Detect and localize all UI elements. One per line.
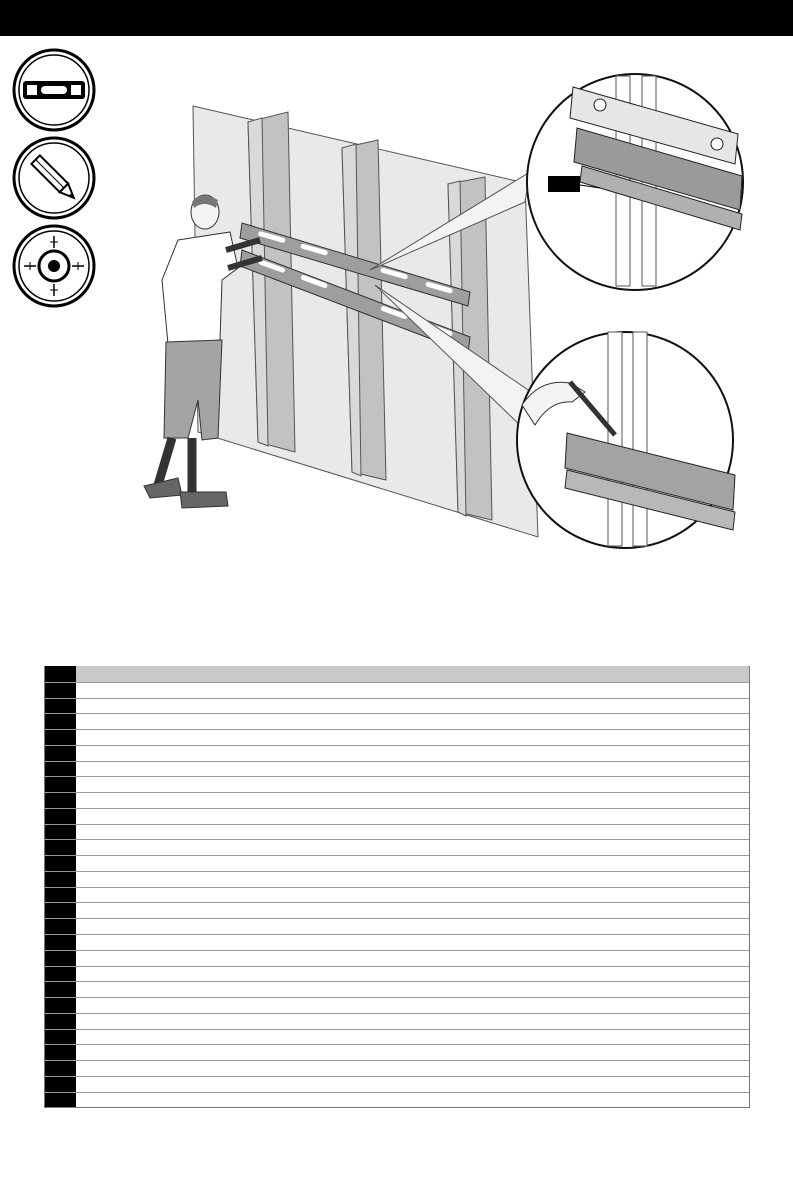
table-row	[45, 1060, 749, 1076]
language-code-cell	[45, 840, 76, 855]
language-code-cell	[45, 1093, 76, 1108]
instruction-text-cell	[76, 714, 749, 729]
instruction-text-cell	[76, 935, 749, 950]
instruction-text-cell	[76, 666, 749, 682]
instruction-text-cell	[76, 1061, 749, 1076]
instruction-text-cell	[76, 762, 749, 777]
instruction-text-cell	[76, 1045, 749, 1060]
table-row	[45, 761, 749, 777]
table-row	[45, 776, 749, 792]
table-row	[45, 966, 749, 982]
instruction-text-cell	[76, 840, 749, 855]
target-crosshair-icon	[12, 224, 96, 308]
instruction-text-cell	[76, 730, 749, 745]
language-code-cell	[45, 746, 76, 761]
language-code-cell	[45, 982, 76, 997]
language-code-cell	[45, 903, 76, 918]
table-row	[45, 1029, 749, 1045]
language-code-cell	[45, 951, 76, 966]
instruction-text-cell	[76, 951, 749, 966]
table-row	[45, 1076, 749, 1092]
language-code-cell	[45, 1030, 76, 1045]
table-row	[45, 981, 749, 997]
instruction-text-cell	[76, 699, 749, 714]
table-row	[45, 871, 749, 887]
instruction-text-cell	[76, 982, 749, 997]
language-code-cell	[45, 762, 76, 777]
instruction-text-cell	[76, 1014, 749, 1029]
instruction-text-cell	[76, 1077, 749, 1092]
table-row	[45, 934, 749, 950]
table-row	[45, 745, 749, 761]
spirit-level-icon	[12, 48, 96, 132]
language-code-cell	[45, 777, 76, 792]
table-row	[45, 698, 749, 714]
table-row	[45, 997, 749, 1013]
language-code-cell	[45, 872, 76, 887]
language-code-cell	[45, 1014, 76, 1029]
instruction-text-cell	[76, 809, 749, 824]
instruction-text-cell	[76, 998, 749, 1013]
instruction-text-cell	[76, 1093, 749, 1108]
wall-mount-installation-illustration	[130, 40, 770, 560]
instruction-text-cell	[76, 683, 749, 698]
table-row	[45, 808, 749, 824]
table-row	[45, 1013, 749, 1029]
table-header-row	[45, 666, 749, 682]
instruction-text-cell	[76, 825, 749, 840]
table-row	[45, 1044, 749, 1060]
language-code-cell	[45, 714, 76, 729]
language-code-cell	[45, 666, 76, 682]
table-row	[45, 918, 749, 934]
language-code-cell	[45, 793, 76, 808]
table-row	[45, 839, 749, 855]
instruction-text-cell	[76, 746, 749, 761]
instruction-text-cell	[76, 793, 749, 808]
table-row	[45, 713, 749, 729]
language-code-cell	[45, 1045, 76, 1060]
language-code-cell	[45, 967, 76, 982]
table-row	[45, 824, 749, 840]
language-code-cell	[45, 825, 76, 840]
table-row	[45, 1092, 749, 1108]
detail-view-pencil-mark	[517, 332, 735, 548]
pencil-icon	[12, 136, 96, 220]
top-header-bar	[0, 0, 793, 36]
instruction-text-cell	[76, 777, 749, 792]
multilingual-instruction-table	[44, 666, 750, 1108]
instruction-text-cell	[76, 903, 749, 918]
table-row	[45, 902, 749, 918]
instruction-text-cell	[76, 872, 749, 887]
language-code-cell	[45, 856, 76, 871]
instruction-text-cell	[76, 1030, 749, 1045]
table-row	[45, 792, 749, 808]
table-row	[45, 682, 749, 698]
language-code-cell	[45, 1077, 76, 1092]
instruction-text-cell	[76, 856, 749, 871]
language-code-cell	[45, 683, 76, 698]
language-code-cell	[45, 919, 76, 934]
table-row	[45, 887, 749, 903]
language-code-cell	[45, 699, 76, 714]
language-code-cell	[45, 935, 76, 950]
language-code-cell	[45, 1061, 76, 1076]
table-row	[45, 855, 749, 871]
instruction-text-cell	[76, 919, 749, 934]
language-code-cell	[45, 730, 76, 745]
table-row	[45, 729, 749, 745]
instruction-text-cell	[76, 967, 749, 982]
language-code-cell	[45, 998, 76, 1013]
instruction-text-cell	[76, 888, 749, 903]
language-code-cell	[45, 809, 76, 824]
language-code-cell	[45, 888, 76, 903]
table-row	[45, 950, 749, 966]
detail-view-level	[527, 74, 743, 290]
